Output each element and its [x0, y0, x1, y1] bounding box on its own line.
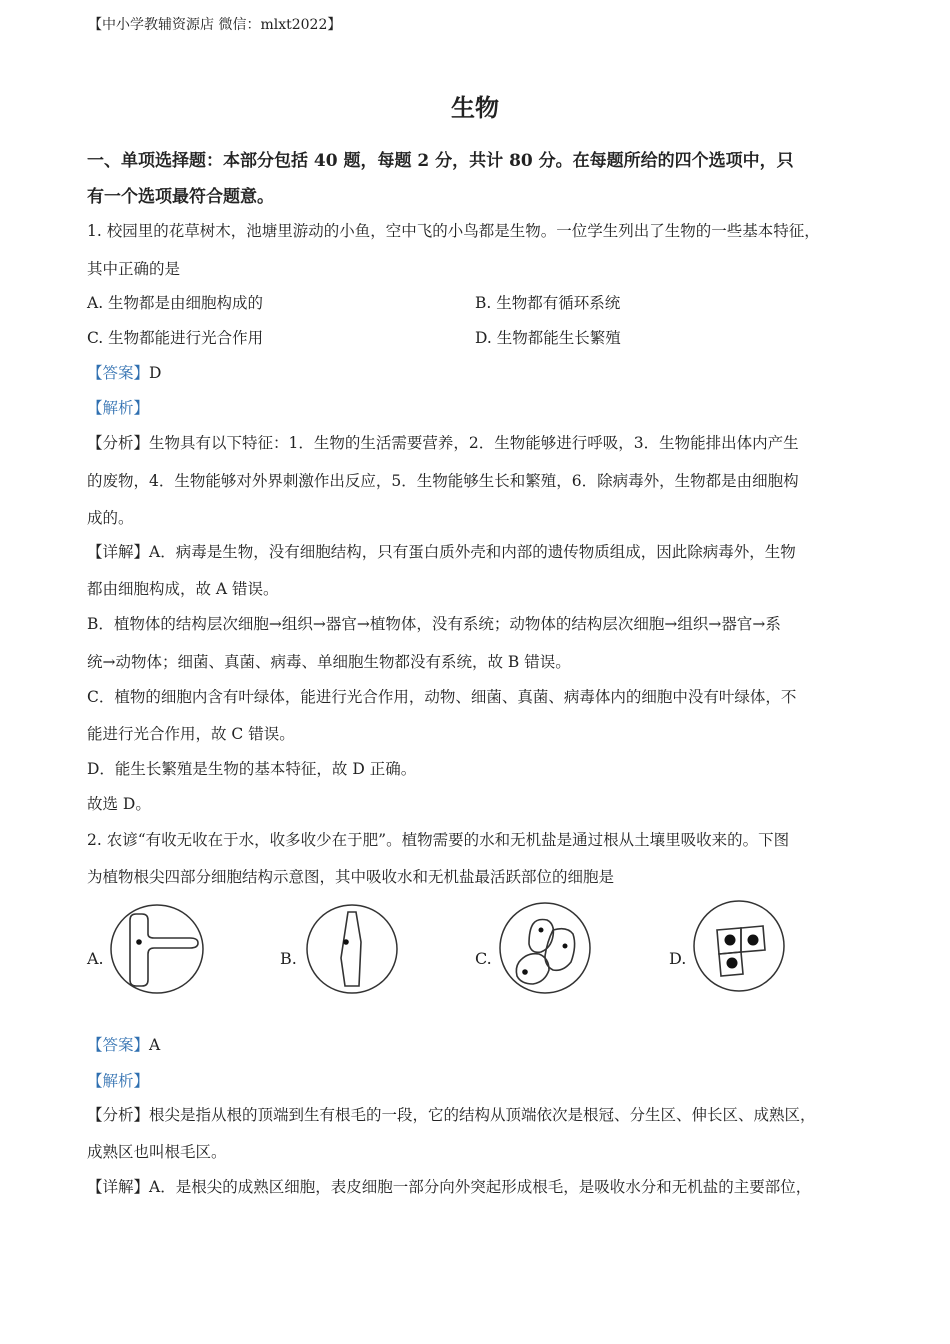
- q1-option-d: D. 生物都能生长繁殖: [475, 329, 621, 347]
- q1-detail-line3: B．植物体的结构层次细胞→组织→器官→植物体，没有系统；动物体的结构层次细胞→组织→器官→系: [87, 615, 781, 633]
- detail-tag: 【详解】: [87, 543, 150, 561]
- q2-analysis-tag: 【解析】: [87, 1072, 150, 1090]
- q2-fenxi-line1: 【分析】根尖是指从根的顶端到生有根毛的一段，它的结构从顶端依次是根冠、分生区、伸长区、成熟区，: [87, 1106, 816, 1124]
- answer-value: D: [149, 364, 162, 382]
- q1-analysis-tag: 【解析】: [87, 399, 150, 417]
- q1-detail-line8: 故选 D。: [87, 795, 151, 813]
- fenxi-tag: 【分析】: [87, 434, 150, 452]
- q1-option-a: A. 生物都是由细胞构成的: [87, 294, 264, 312]
- q1-fenxi-line2: 的废物，4．生物能够对外界刺激作出反应，5．生物能够生长和繁殖，6．除病毒外，生物都是由细胞构: [87, 472, 799, 490]
- root-hair-cell-figure: [108, 902, 206, 996]
- answer-tag: 【答案】: [87, 364, 150, 382]
- q1-detail-line2: 都由细胞构成，故 A 错误。: [87, 580, 279, 598]
- q1-option-b: B. 生物都有循环系统: [475, 294, 621, 312]
- elongation-cell-figure: [304, 902, 400, 996]
- q2-figure-label-c: C.: [475, 949, 492, 968]
- q2-stem-line2: 为植物根尖四部分细胞结构示意图，其中吸收水和无机盐最活跃部位的细胞是: [87, 868, 615, 886]
- q1-detail-line5: C．植物的细胞内含有叶绿体，能进行光合作用，动物、细菌、真菌、病毒体内的细胞中没有叶绿体，不: [87, 688, 797, 706]
- q1-detail-line4: 统→动物体；细菌、真菌、病毒、单细胞生物都没有系统，故 B 错误。: [87, 653, 571, 671]
- detail-tag: 【详解】: [87, 1178, 150, 1196]
- section-heading-line1: 一、单项选择题：本部分包括 40 题，每题 2 分，共计 80 分。在每题所给的四个选项中，只: [87, 151, 794, 171]
- q2-figure-label-d: D.: [669, 949, 687, 968]
- q1-stem-line2: 其中正确的是: [87, 260, 181, 278]
- q2-detail-line1: 【详解】A．是根尖的成熟区细胞，表皮细胞一部分向外突起形成根毛，是吸收水分和无机盐的主要部位，: [87, 1178, 812, 1196]
- root-cap-cell-figure: [497, 900, 593, 996]
- q1-fenxi-line3: 成的。: [87, 509, 134, 527]
- q2-answer: [87, 1033, 160, 1055]
- q1-detail-line6: 能进行光合作用，故 C 错误。: [87, 725, 295, 743]
- q2-figure-label-a: A.: [87, 949, 104, 968]
- q1-option-c: C. 生物都能进行光合作用: [87, 329, 264, 347]
- answer-tag: 【答案】: [87, 1036, 150, 1054]
- q2-figure-label-b: B.: [280, 949, 297, 968]
- q1-stem-line1: 1. 校园里的花草树木，池塘里游动的小鱼，空中飞的小鸟都是生物。一位学生列出了生物的一些基本特征，: [87, 222, 820, 240]
- meristem-cell-figure: [691, 898, 787, 994]
- q1-detail-line1: 【详解】A．病毒是生物，没有细胞结构，只有蛋白质外壳和内部的遗传物质组成，因此除病毒外，生物: [87, 543, 796, 561]
- page-header: 【中小学教辅资源店 微信：mlxt2022】: [88, 17, 342, 33]
- answer-value: A: [149, 1036, 161, 1054]
- q1-detail-line7: D．能生长繁殖是生物的基本特征，故 D 正确。: [87, 760, 417, 778]
- fenxi-tag: 【分析】: [87, 1106, 150, 1124]
- section-heading-line2: 有一个选项最符合题意。: [87, 187, 274, 207]
- page-title: 生物: [451, 93, 499, 122]
- q1-fenxi-line1: 【分析】生物具有以下特征：1．生物的生活需要营养，2．生物能够进行呼吸，3．生物能排出体内产生: [87, 434, 799, 452]
- q2-stem-line1: 2. 农谚“有收无收在于水，收多收少在于肥”。植物需要的水和无机盐是通过根从土壤里吸收来的。下图: [87, 831, 790, 849]
- q2-fenxi-line2: 成熟区也叫根毛区。: [87, 1143, 227, 1161]
- q1-answer: [87, 361, 161, 383]
